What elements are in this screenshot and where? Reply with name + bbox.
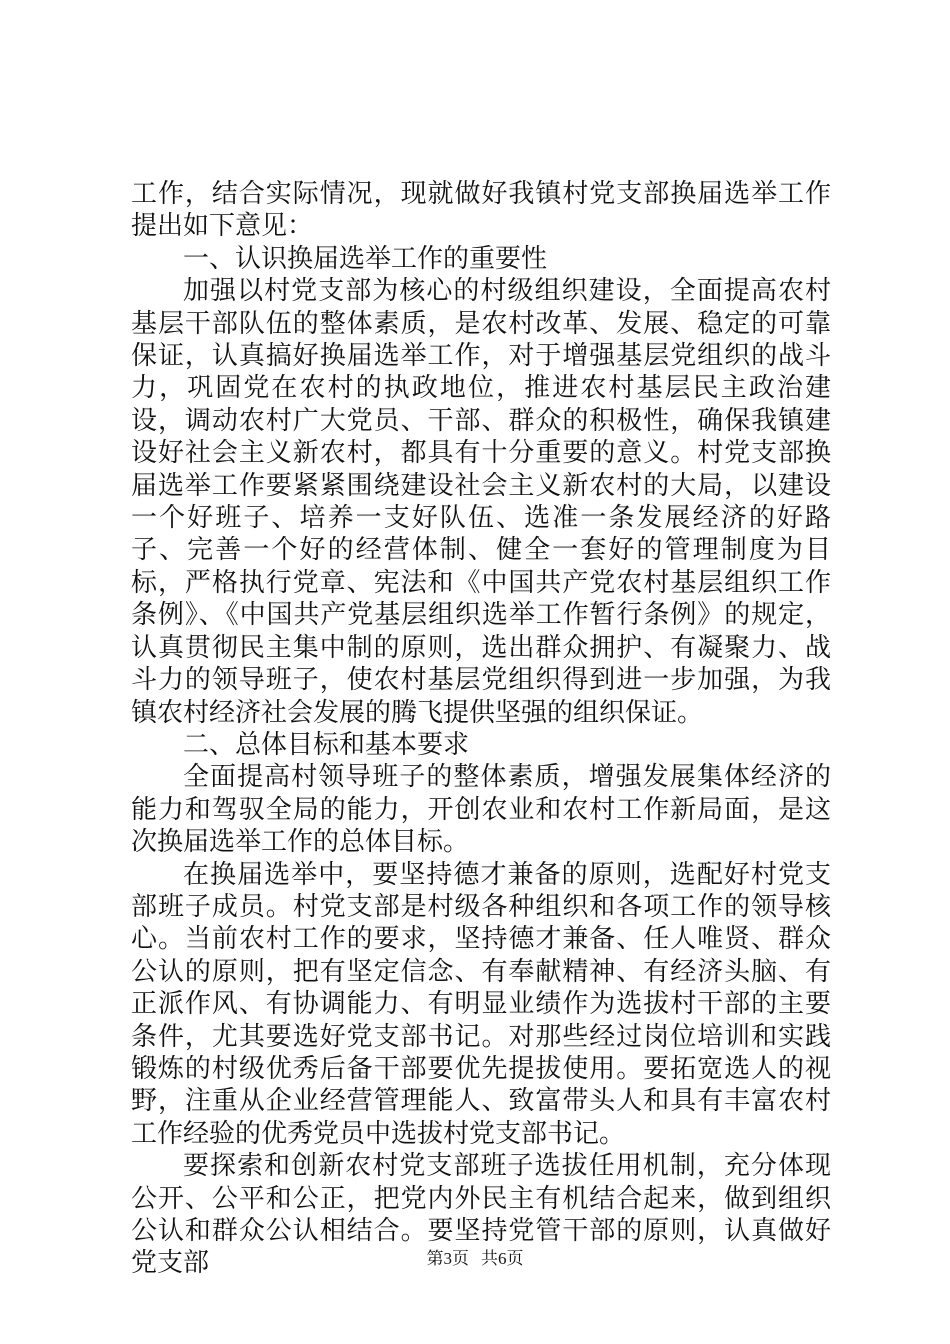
paragraph: 在换届选举中，要坚持德才兼备的原则，选配好村党支部班子成员。村党支部是村级各种组织和各项工作的领导核心。当前农村工作的要求，坚持德才兼备、任人唯贤、群众公认的原则，把有坚定信念、有奉献精神、有经济头脑、有正派作风、有协调能力、有明显业绩作为选拔村干部的主要条件，尤其要选好党支部书记。对那些经过岗位培训和实践锻炼的村级优秀后备干部要优先提拔使用。要拓宽选人的视野，注重从企业经营管理能人、致富带头人和具有丰富农村工作经验的优秀党员中选拔村党支部书记。 xyxy=(131,859,831,1149)
section-heading: 一、认识换届选举工作的重要性 xyxy=(183,243,548,274)
paragraph: 全面提高村领导班子的整体素质，增强发展集体经济的能力和驾驭全局的能力，开创农业和农村工作新局面，是这次换届选举工作的总体目标。 xyxy=(131,762,831,858)
section-heading: 二、总体目标和基本要求 xyxy=(183,729,470,760)
paragraph: 要探索和创新农村党支部班子选拔任用机制，充分体现公开、公平和公正，把党内外民主有机结合起来，做到组织公认和群众公认相结合。要坚持党管干部的原则，认真做好党支部 xyxy=(131,1151,831,1279)
page-footer xyxy=(0,1244,950,1269)
paragraph: 工作，结合实际情况，现就做好我镇村党支部换届选举工作提出如下意见： xyxy=(131,179,831,242)
page-total: 共6页 xyxy=(481,1249,524,1268)
page-number: 第3页 xyxy=(426,1249,469,1268)
paragraph: 加强以村党支部为核心的村级组织建设，全面提高农村基层干部队伍的整体素质，是农村改革、发展、稳定的可靠保证，认真搞好换届选举工作，对于增强基层党组织的战斗力，巩固党在农村的执政地位，推进农村基层民主政治建设，调动农村广大党员、干部、群众的积极性，确保我镇建设好社会主义新农村，都具有十分重要的意义。村党支部换届选举工作要紧紧围绕建设社会主义新农村的大局，以建设一个好班子、培养一支好队伍、选准一条发展经济的好路子、完善一个好的经营体制、健全一套好的管理制度为目标，严格执行党章、宪法和《中国共产党农村基层组织工作条例》、《中国共产党基层组织选举工作暂行条例》的规定，认真贯彻民主集中制的原则，选出群众拥护、有凝聚力、战斗力的领导班子，使农村基层党组织得到进一步加强，为我镇农村经济社会发展的腾飞提供坚强的组织保证。 xyxy=(131,276,831,728)
document-body xyxy=(131,178,831,1280)
